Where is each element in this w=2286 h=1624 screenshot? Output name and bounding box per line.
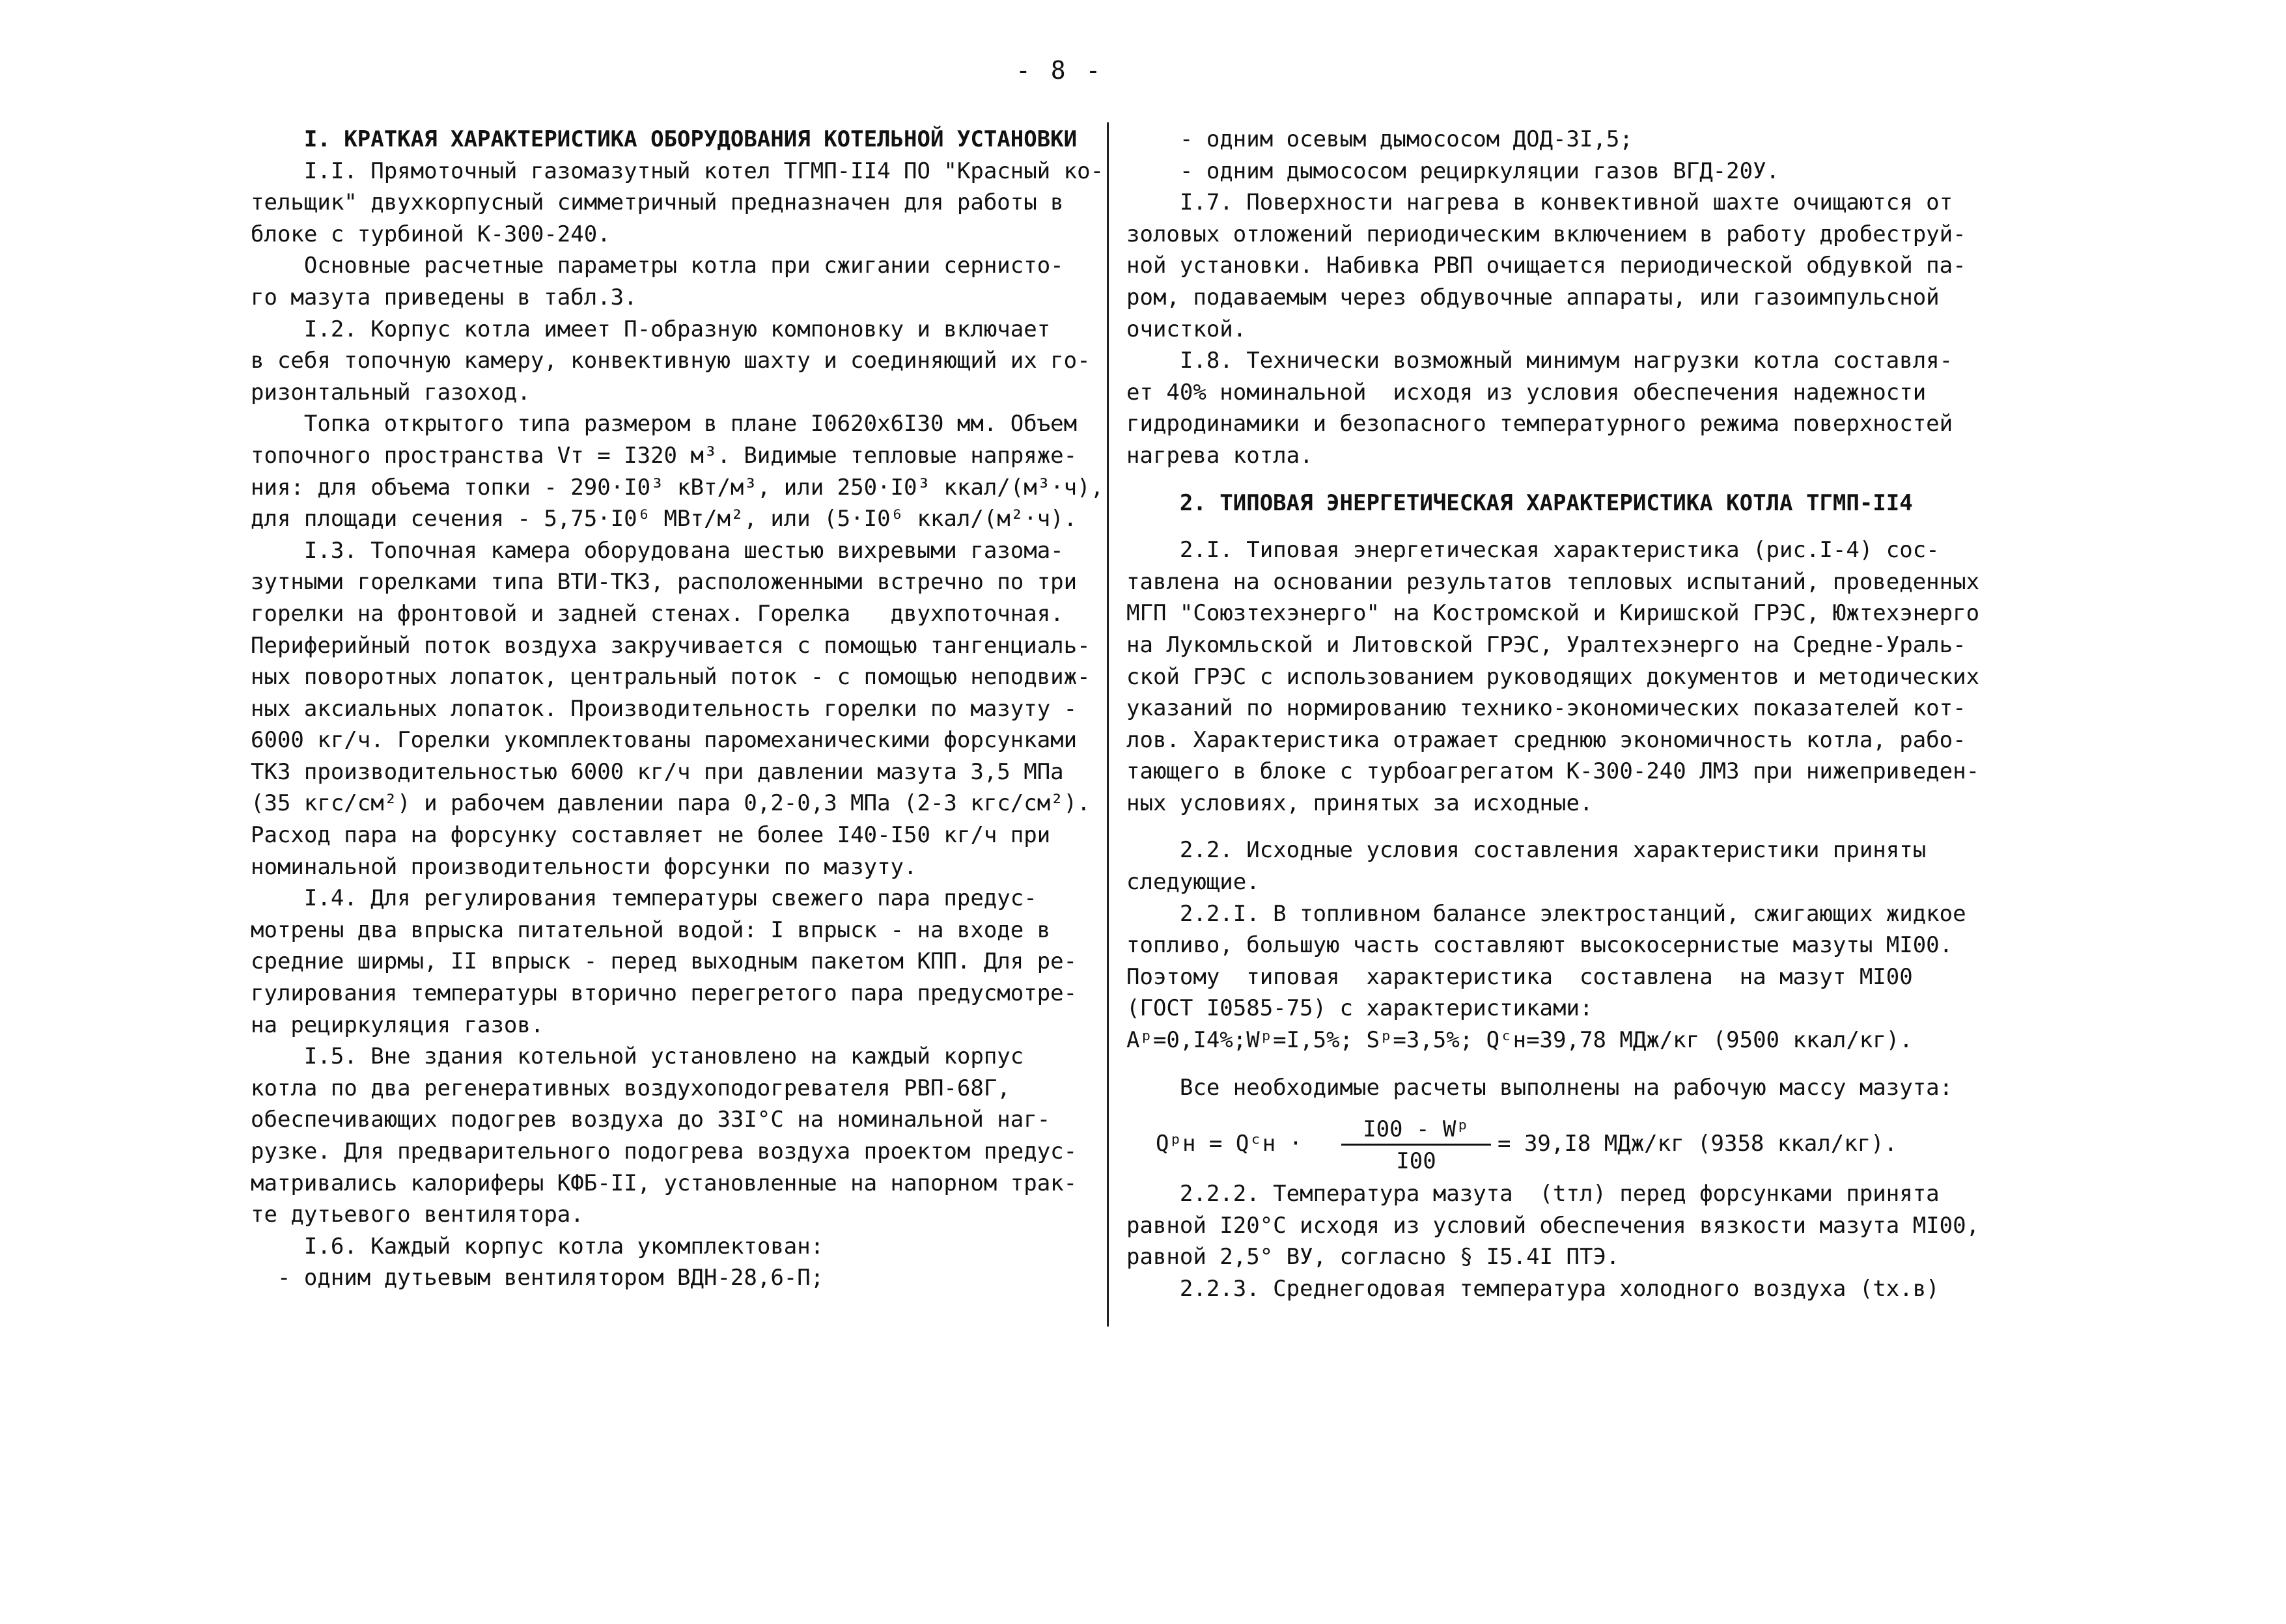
formula-numerator: I00 - Wᵖ [1341, 1116, 1491, 1146]
paragraph-gap [1126, 819, 1992, 834]
text-line: следующие. [1126, 869, 1260, 896]
text-line: средние ширмы, II впрыск - перед выходным пакетом КПП. Для ре- [251, 948, 1078, 975]
text-line: ром, подаваемым через обдувочные аппараты, или газоимпульсной [1126, 284, 1940, 310]
text-line: Периферийный поток воздуха закручивается с помощью тангенциаль- [251, 632, 1091, 659]
text-line: указаний по нормированию технико-экономических показателей кот- [1126, 695, 1966, 722]
text-line: Расход пара на форсунку составляет не более I40-I50 кг/ч при [251, 822, 1051, 849]
text-line: рузке. Для предварительного подогрева воздуха проектом предус- [251, 1138, 1078, 1164]
text-line: 2.I. Типовая энергетическая характеристика (рис.I-4) сос- [1126, 537, 1940, 564]
text-line: - одним дымососом рециркуляции газов ВГД-20У. [1126, 158, 1780, 184]
text-line: на Лукомльской и Литовской ГРЭС, Уралтехэнерго на Средне-Ураль- [1126, 631, 1966, 658]
formula-fraction [1341, 1116, 1491, 1174]
text-line: (ГОСТ I0585-75) с характеристиками: [1126, 995, 1593, 1022]
text-line: гидродинамики и безопасного температурного режима поверхностей [1126, 411, 1953, 437]
text-line: для площади сечения - 5,75·I0⁶ МВт/м², или (5·I0⁶ ккал/(м²·ч). [251, 506, 1078, 532]
paragraph-gap [1126, 1056, 1992, 1072]
text-line: 2.2.I. В топливном балансе электростанций, сжигающих жидкое [1126, 900, 1966, 927]
section-heading: I. КРАТКАЯ ХАРАКТЕРИСТИКА ОБОРУДОВАНИЯ КОТЕЛЬНОЙ УСТАНОВКИ [251, 126, 1078, 152]
text-line: топливо, большую часть составляют высокосернистые мазуты МI00. [1126, 932, 1953, 959]
text-line: I.3. Топочная камера оборудована шестью вихревыми газома- [251, 537, 1064, 564]
text-line: 2.2.2. Температура мазута (tтл) перед форсунками принята [1126, 1181, 1940, 1207]
text-line: I.2. Корпус котла имеет П-образную компоновку и включает [251, 316, 1051, 342]
text-line: топочного пространства Vт = I320 м³. Видимые тепловые напряже- [251, 442, 1078, 469]
text-line: мотрены два впрыска питательной водой: I впрыск - на входе в [251, 916, 1051, 943]
text-line: те дутьевого вентилятора. [251, 1202, 584, 1228]
text-line: 6000 кг/ч. Горелки укомплектованы паромеханическими форсунками [251, 727, 1078, 754]
column-divider [1107, 122, 1109, 1327]
text-line: I.7. Поверхности нагрева в конвективной шахте очищаются от [1126, 189, 1953, 216]
text-line: I.6. Каждый корпус котла укомплектован: [251, 1233, 824, 1259]
text-line: тающего в блоке с турбоагрегатом К-300-240 ЛМЗ при нижеприведен- [1126, 758, 1980, 785]
section-heading: 2. ТИПОВАЯ ЭНЕРГЕТИЧЕСКАЯ ХАРАКТЕРИСТИКА КОТЛА ТГМП-II4 [1126, 489, 1913, 516]
text-line: равной 2,5° ВУ, согласно § I5.4I ПТЭ. [1126, 1244, 1620, 1271]
text-line: золовых отложений периодическим включением в работу дробеструй- [1126, 221, 1966, 247]
right-column [1126, 124, 1992, 1103]
text-line: матривались калориферы КФБ-II, установленные на напорном трак- [251, 1170, 1078, 1196]
text-line: ризонтальный газоход. [251, 379, 531, 406]
paragraph-gap [1126, 472, 1992, 488]
text-line: номинальной производительности форсунки по мазуту. [251, 853, 917, 880]
text-line: очисткой. [1126, 316, 1247, 342]
text-line: Поэтому типовая характеристика составлена на мазут МI00 [1126, 963, 1913, 990]
text-line: ет 40% номинальной исходя из условия обеспечения надежности [1126, 379, 1927, 406]
formula-lhs: Qᵖн = Qᶜн · [1156, 1131, 1303, 1157]
text-line: I.8. Технически возможный минимум нагрузки котла составля- [1126, 348, 1953, 374]
heat-value-formula [1126, 1116, 1992, 1174]
text-line: горелки на фронтовой и задней стенах. Горелка двухпоточная. [251, 600, 1064, 627]
text-line: I.I. Прямоточный газомазутный котел ТГМП-II4 ПО "Красный ко- [251, 158, 1104, 184]
page-number: - 8 - [1016, 56, 1104, 85]
text-line: на рециркуляция газов. [251, 1012, 544, 1038]
text-line: обеспечивающих подогрев воздуха до 33I°С на номинальной наг- [251, 1107, 1051, 1133]
text-line: ной установки. Набивка РВП очищается периодической обдувкой па- [1126, 253, 1966, 279]
text-line: ской ГРЭС с использованием руководящих документов и методических [1126, 663, 1980, 690]
text-line: блоке с турбиной К-300-240. [251, 221, 611, 247]
text-line: I.4. Для регулирования температуры свежего пара предус- [251, 885, 1037, 912]
text-line: Основные расчетные параметры котла при сжигании сернисто- [251, 253, 1064, 279]
paragraph-gap [1126, 519, 1992, 534]
text-line: - одним осевым дымососом ДОД-3I,5; [1126, 126, 1633, 152]
text-line: 2.2.3. Среднегодовая температура холодного воздуха (tх.в) [1126, 1275, 1940, 1302]
text-line: ных условиях, принятых за исходные. [1126, 790, 1593, 816]
right-column-continued [1126, 1178, 1992, 1304]
text-line: Все необходимые расчеты выполнены на рабочую массу мазута: [1126, 1074, 1953, 1101]
text-line: ных поворотных лопаток, центральный поток - с помощью неподвиж- [251, 664, 1091, 691]
text-line: ТКЗ производительностью 6000 кг/ч при давлении мазута 3,5 МПа [251, 758, 1064, 785]
text-line: МГП "Союзтехэнерго" на Костромской и Киришской ГРЭС, Южтехэнерго [1126, 600, 1980, 627]
formula-denominator: I00 [1396, 1148, 1436, 1174]
text-line: зутными горелками типа ВТИ-ТКЗ, расположенными встречно по три [251, 569, 1078, 596]
text-line: - одним дутьевым вентилятором ВДН-28,6-П; [251, 1265, 824, 1291]
text-line: гулирования температуры вторично перегретого пара предусмотре- [251, 980, 1078, 1007]
text-line: (35 кгс/см²) и рабочем давлении пара 0,2-0,3 МПа (2-3 кгс/см²). [251, 790, 1091, 817]
text-line: тельщик" двухкорпусный симметричный предназначен для работы в [251, 189, 1064, 216]
text-line: лов. Характеристика отражает среднюю экономичность котла, рабо- [1126, 726, 1966, 753]
text-line: 2.2. Исходные условия составления характеристики приняты [1126, 837, 1927, 864]
text-line: ния: для объема топки - 290·I0³ кВт/м³, или 250·I0³ ккал/(м³·ч), [251, 474, 1104, 501]
text-line: ных аксиальных лопаток. Производительность горелки по мазуту - [251, 695, 1078, 722]
text-line: котла по два регенеративных воздухоподогревателя РВП-68Г, [251, 1075, 1011, 1101]
text-line: Aᵖ=0,I4%;Wᵖ=I,5%; Sᵖ=3,5%; Qᶜн=39,78 МДж/кг (9500 ккал/кг). [1126, 1027, 1913, 1054]
left-column [251, 124, 1104, 1294]
text-line: I.5. Вне здания котельной установлено на каждый корпус [251, 1043, 1024, 1070]
text-line: равной I20°С исходя из условий обеспечения вязкости мазута МI00, [1126, 1212, 1980, 1239]
text-line: в себя топочную камеру, конвективную шахту и соединяющий их го- [251, 348, 1091, 374]
text-line: го мазута приведены в табл.3. [251, 284, 637, 310]
text-line: нагрева котла. [1126, 442, 1313, 469]
text-line: тавлена на основании результатов тепловых испытаний, проведенных [1126, 568, 1980, 595]
text-line: Топка открытого типа размером в плане I0620х6I30 мм. Объем [251, 411, 1078, 437]
formula-rhs: = 39,I8 МДж/кг (9358 ккал/кг). [1498, 1131, 1898, 1157]
